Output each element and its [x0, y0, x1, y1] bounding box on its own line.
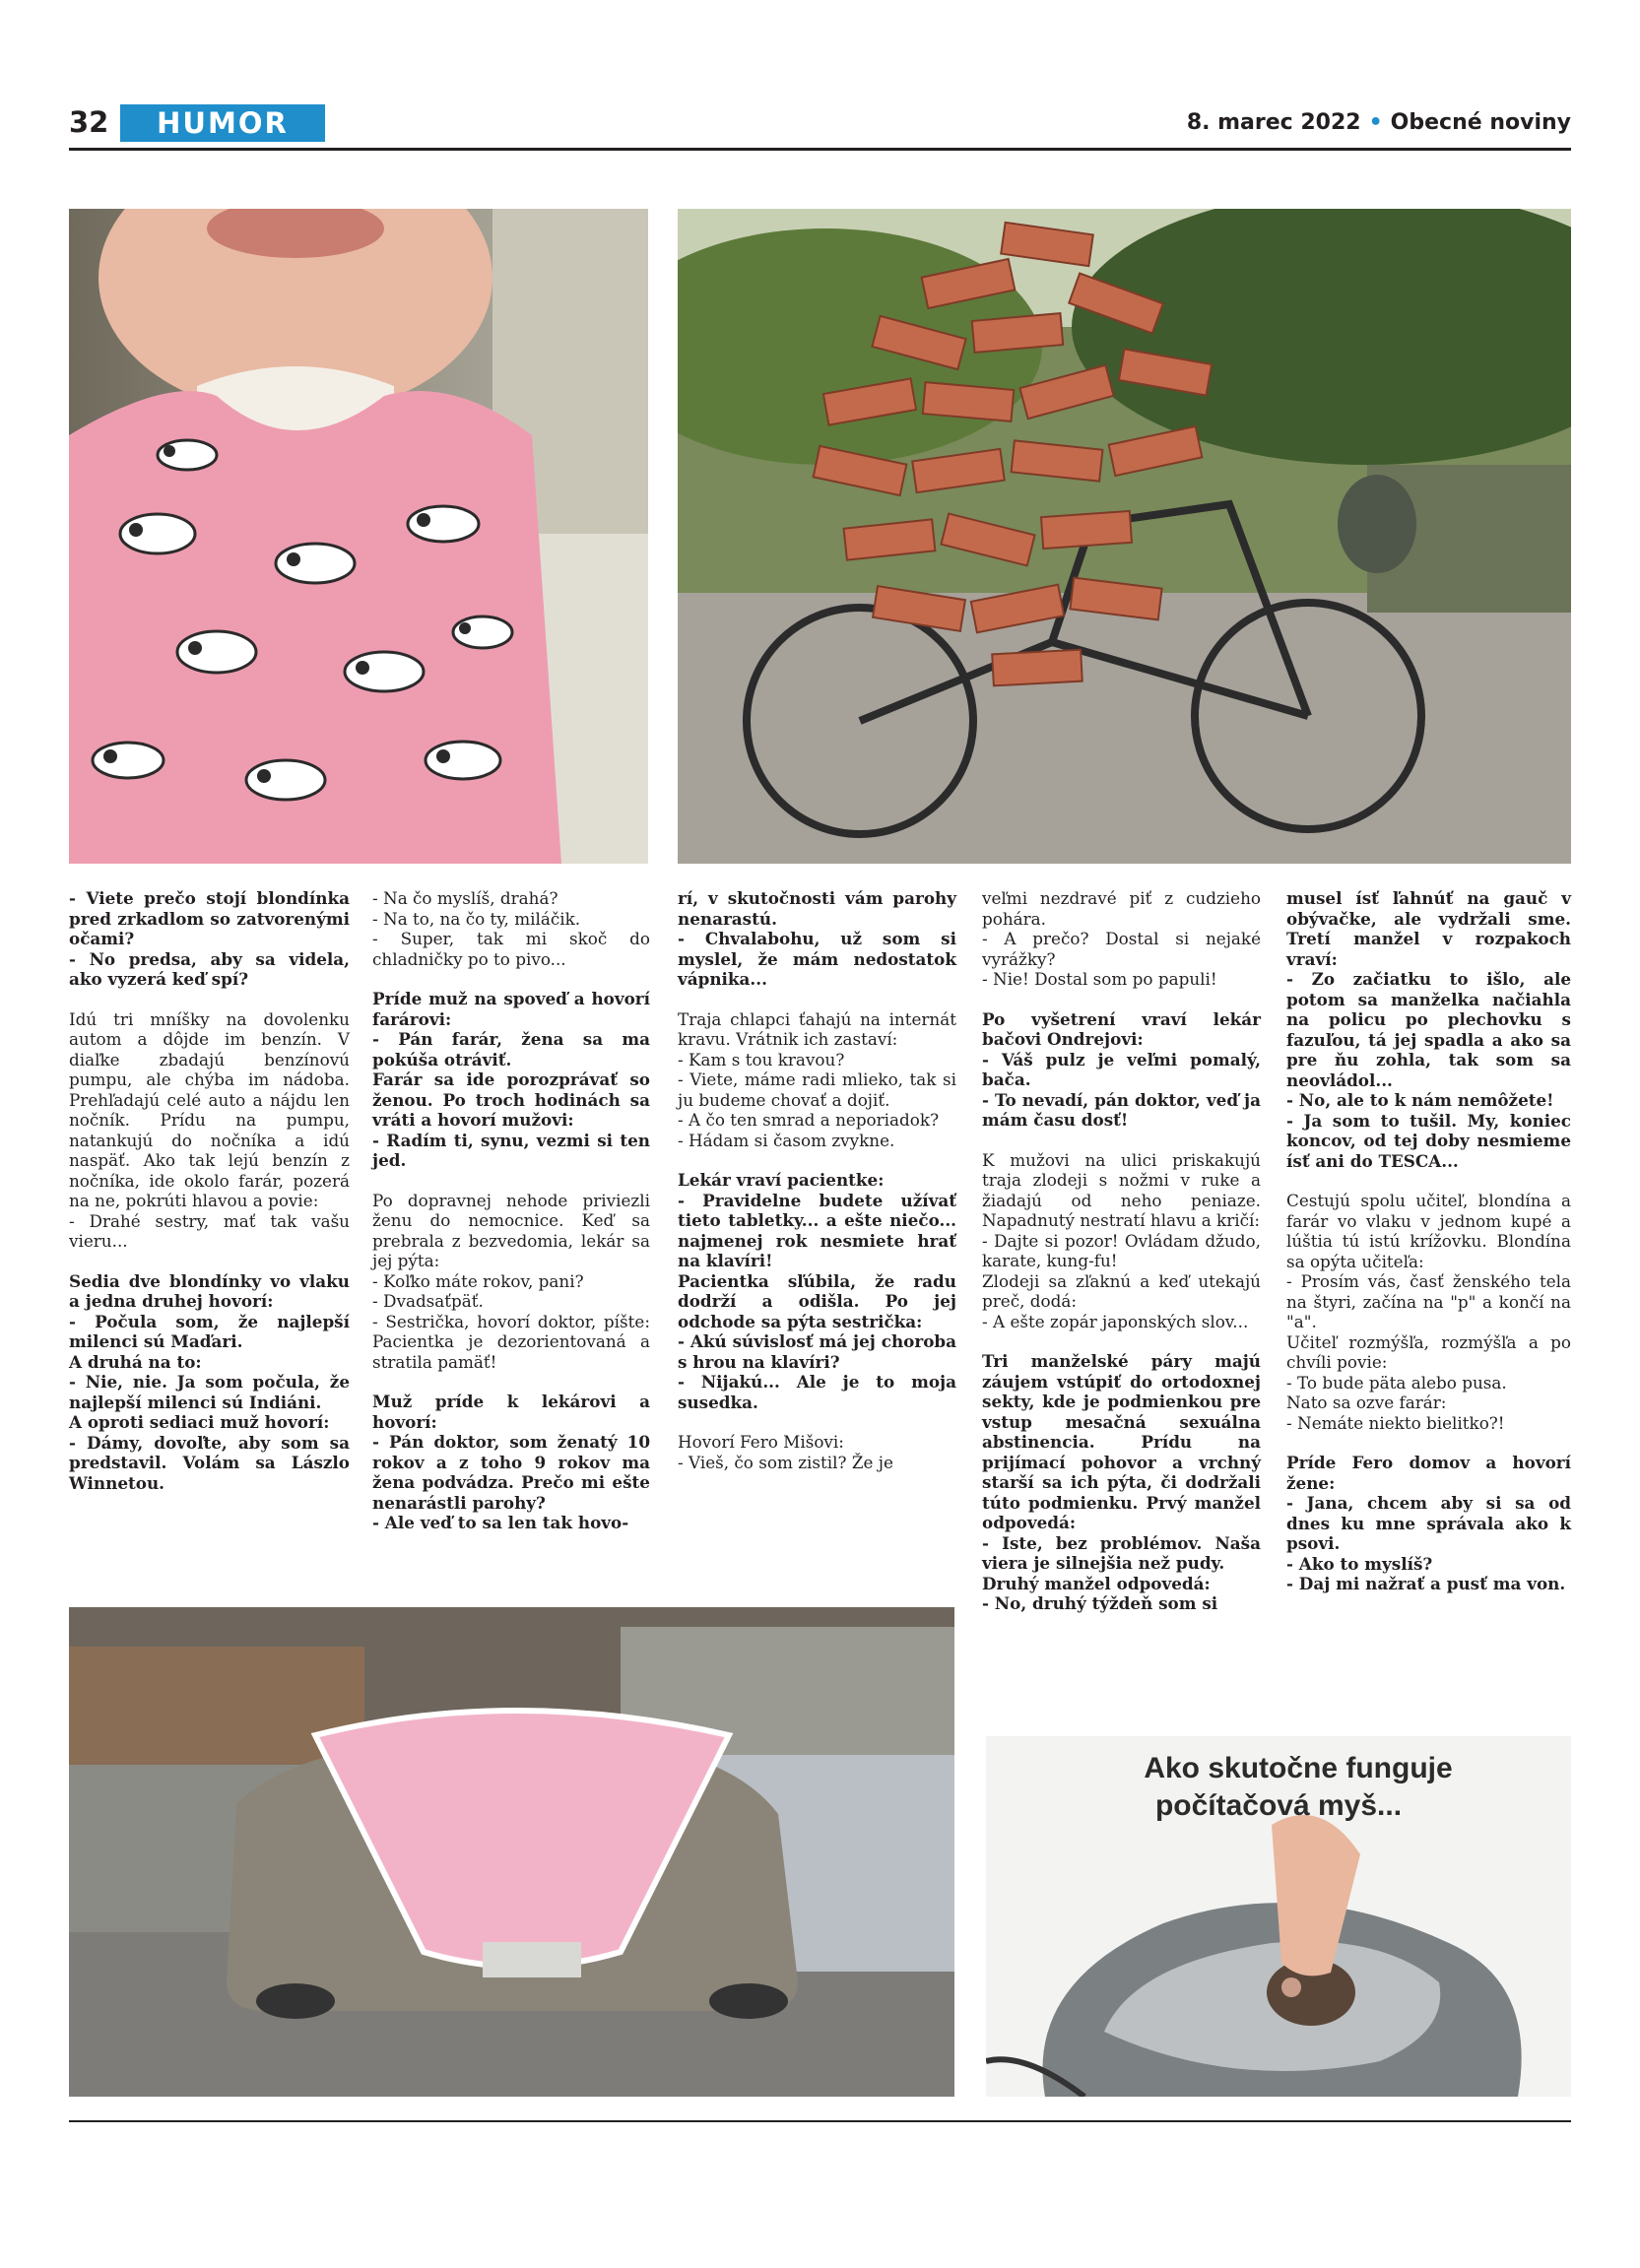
- joke-line: - Viete, máme radi mlieko, tak si ju budeme chovať a dojiť.: [678, 1069, 956, 1110]
- joke-line-bold: - Nie, nie. Ja som počula, že najlepší milenci sú Indiáni.: [69, 1372, 350, 1412]
- header-rule: [69, 148, 1571, 151]
- column-2: [372, 888, 650, 1553]
- joke-line: - Koľko máte rokov, pani?: [372, 1270, 584, 1291]
- joke-line: - To bude päta alebo pusa.: [1286, 1372, 1507, 1393]
- masthead: [1187, 108, 1571, 138]
- joke-paragraph: [372, 1191, 650, 1373]
- joke-line-bold: - Ja som to tušil. My, koniec koncov, od tej doby nesmieme ísť ani do TESCA...: [1286, 1110, 1571, 1171]
- joke-line-bold: - To nevadí, pán doktor, veď ja mám času dosť!: [982, 1089, 1261, 1130]
- joke-line-bold: - Jana, chcem aby si sa od dnes ku mne správala ako k psovi.: [1286, 1493, 1571, 1553]
- joke-line: K mužovi na ulici priskakujú traja zlodeji s nožmi v ruke a žiadajú od neho peniaze. Napadnutý nestratí hlavu a kričí:: [982, 1149, 1261, 1230]
- joke-line-bold: Pacientka sľúbila, že radu dodrží a odišla. Po jej odchode sa pýta sestrička:: [678, 1270, 956, 1331]
- column-5: [1286, 888, 1571, 1614]
- joke-line: - A čo ten smrad a neporiadok?: [678, 1110, 940, 1130]
- joke-line-bold: Muž príde k lekárovi a hovorí:: [372, 1392, 650, 1432]
- joke-line-bold: - No predsa, aby sa videla, ako vyzerá keď spí?: [69, 948, 350, 989]
- joke-line-bold: - Zo začiatku to išlo, ale potom sa manželka načiahla na policu po plechovku s fazuľou, tá jej spadla a ako sa pre ňu zohla, tak som sa neovládol...: [1286, 969, 1571, 1090]
- joke-line-bold: - Radím ti, synu, vezmi si ten jed.: [372, 1130, 650, 1170]
- joke-paragraph: [1286, 1453, 1571, 1594]
- section-tag: HUMOR: [120, 104, 325, 142]
- joke-line-bold: - Chvalabohu, už som si myslel, že mám nedostatok vápnika...: [678, 929, 956, 989]
- joke-line: - Hádam si časom zvykne.: [678, 1130, 895, 1150]
- joke-line-bold: Farár sa ide porozprávať so ženou. Po troch hodinách sa vráti a hovorí mužovi:: [372, 1069, 650, 1130]
- column-1: [69, 888, 350, 1513]
- joke-line-bold: - Váš pulz je veľmi pomalý, bača.: [982, 1049, 1261, 1089]
- joke-paragraph: [372, 1392, 650, 1533]
- joke-line: - Nie! Dostal som po papuli!: [982, 969, 1217, 989]
- mouse-caption-line-1: Ako skutočne funguje: [1144, 1752, 1453, 1784]
- joke-paragraph: [982, 1150, 1261, 1332]
- joke-line: Po dopravnej nehode priviezli ženu do nemocnice. Keď sa prebrala z bezvedomia, lekár sa jej pýta:: [372, 1190, 650, 1270]
- joke-line-bold: - Ako to myslíš?: [1286, 1553, 1433, 1574]
- joke-line: - Drahé sestry, mať tak vašu vieru...: [69, 1210, 350, 1251]
- joke-line: - Nemáte niekto bielitko?!: [1286, 1412, 1505, 1433]
- joke-line-bold: - Daj mi nažrať a pusť ma von.: [1286, 1574, 1566, 1593]
- joke-line-bold: Lekár vraví pacientke:: [678, 1170, 885, 1190]
- joke-line: - Kam s tou kravou?: [678, 1049, 845, 1069]
- joke-paragraph: [678, 888, 956, 990]
- joke-paragraph: [372, 888, 650, 969]
- joke-paragraph: [1286, 888, 1571, 1171]
- joke-line-bold: - Akú súvislosť má jej choroba s hrou na klavíri?: [678, 1331, 956, 1372]
- joke-line: Traja chlapci ťahajú na internát kravu. Vrátnik ich zastaví:: [678, 1008, 956, 1049]
- column-4: [982, 888, 1261, 1634]
- joke-line-bold: Tri manželské páry majú záujem vstúpiť do ortodoxnej sekty, kde je podmienkou pre vstup mesačná sexuálna abstinencia. Prídu na prijímací pohovor a vrchný starší sa ich pýta, či dodržali túto podmienku. Prvý manžel odpovedá:: [982, 1351, 1261, 1532]
- joke-line-bold: - Nijakú... Ale je to moja susedka.: [678, 1372, 956, 1412]
- joke-line: Hovorí Fero Mišovi:: [678, 1432, 844, 1452]
- joke-paragraph: [982, 888, 1261, 990]
- joke-line: Nato sa ozve farár:: [1286, 1393, 1447, 1412]
- joke-line: - Super, tak mi skoč do chladničky po to pivo...: [372, 929, 650, 969]
- page-number: 32: [69, 105, 109, 139]
- joke-line: - Vieš, čo som zistil? Že je: [678, 1452, 893, 1472]
- joke-line-bold: Po vyšetrení vraví lekár bačovi Ondrejovi:: [982, 1008, 1261, 1049]
- joke-line-bold: Sedia dve blondínky vo vlaku a jedna druhej hovorí:: [69, 1270, 350, 1311]
- joke-paragraph: [678, 1009, 956, 1151]
- bricks-bicycle-photo: [678, 209, 1571, 864]
- joke-line: - Dvadsaťpäť.: [372, 1291, 484, 1311]
- joke-line-bold: Druhý manžel odpovedá:: [982, 1573, 1211, 1593]
- joke-paragraph: [982, 1351, 1261, 1614]
- separator-dot: •: [1368, 110, 1383, 135]
- joke-line: - Dajte si pozor! Ovládam džudo, karate, kung-fu!: [982, 1230, 1261, 1270]
- joke-paragraph: [69, 1009, 350, 1252]
- mouse-caption: [986, 1750, 1571, 1825]
- mouse-caption-line-2: počítačová myš...: [1154, 1789, 1403, 1822]
- joke-line: Idú tri mníšky na dovolenku autom a dôjde im benzín. V diaľke zbadajú benzínovú pumpu, ale chýba im nádoba. Prehľadajú celé auto a nájdu len nočník. Prídu na pumpu, natankujú do nočníka a idú naspäť. Ako tak lejú benzín z nočníka, ide okolo farár, pozerá na ne, pokrúti hlavou a povie:: [69, 1008, 350, 1210]
- mouse-photo: [986, 1736, 1571, 2097]
- footer-rule: [69, 2120, 1571, 2122]
- joke-line-bold: Príde Fero domov a hovorí žene:: [1286, 1453, 1571, 1493]
- joke-line: Učiteľ rozmýšľa, rozmýšľa a po chvíli povie:: [1286, 1331, 1571, 1372]
- child-sweater-illustration: [69, 209, 648, 864]
- joke-paragraph: [678, 1170, 956, 1412]
- joke-line: - Sestrička, hovorí doktor, píšte: Pacientka je dezorientovaná a stratila pamäť!: [372, 1311, 650, 1372]
- joke-line-bold: musel ísť ľahnúť na gauč v obývačke, ale vydržali sme. Tretí manžel v rozpakoch vraví:: [1286, 888, 1571, 969]
- page-header: [69, 104, 1571, 146]
- issue-date: 8. marec 2022: [1186, 110, 1361, 135]
- joke-line-bold: - Pravidelne budete užívať tieto tabletky... a ešte niečo... najmenej rok nesmiete hrať na klavíri!: [678, 1190, 956, 1270]
- joke-line-bold: A oproti sediaci muž hovorí:: [69, 1412, 330, 1432]
- joke-line-bold: rí, v skutočnosti vám parohy nenarastú.: [678, 888, 956, 929]
- car-underwear-photo: [69, 1607, 954, 2097]
- joke-paragraph: [69, 1271, 350, 1494]
- joke-line-bold: A druhá na to:: [69, 1351, 202, 1372]
- joke-line: Zlodeji sa zľaknú a keď utekajú preč, dodá:: [982, 1270, 1261, 1311]
- joke-line-bold: - Iste, bez problémov. Naša viera je silnejšia než pudy.: [982, 1532, 1261, 1573]
- joke-line: Cestujú spolu učiteľ, blondína a farár vo vlaku v jednom kupé a lúštia tú istú krížovku. Blondína sa opýta učiteľa:: [1286, 1191, 1571, 1271]
- joke-line: - Na to, na čo ty, miláčik.: [372, 908, 581, 929]
- joke-line: - A ešte zopár japonských slov...: [982, 1311, 1249, 1331]
- joke-line-bold: Príde muž na spoveď a hovorí farárovi:: [372, 989, 650, 1029]
- column-3: [678, 888, 956, 1492]
- joke-line-bold: - Pán doktor, som ženatý 10 rokov a z toho 9 rokov ma žena podvádza. Prečo mi ešte nenarástli parohy?: [372, 1432, 650, 1513]
- joke-line-bold: - Počula som, že najlepší milenci sú Maďari.: [69, 1311, 350, 1351]
- joke-paragraph: [982, 1009, 1261, 1131]
- joke-line-bold: - No, ale to k nám nemôžete!: [1286, 1090, 1554, 1110]
- joke-paragraph: [1286, 1191, 1571, 1433]
- joke-line: - Na čo myslíš, drahá?: [372, 888, 558, 908]
- publication-name: Obecné noviny: [1390, 110, 1571, 135]
- joke-line: veľmi nezdravé piť z cudzieho pohára.: [982, 888, 1261, 929]
- joke-line: - A prečo? Dostal si nejaké vyrážky?: [982, 929, 1261, 969]
- joke-line-bold: - No, druhý týždeň som si: [982, 1593, 1218, 1613]
- child-sweater-photo: [69, 209, 648, 864]
- joke-paragraph: [372, 989, 650, 1171]
- joke-line: - Prosím vás, časť ženského tela na štyri, začína na "p" a končí na "a".: [1286, 1271, 1571, 1331]
- joke-line-bold: - Ale veď to sa len tak hovo-: [372, 1513, 629, 1532]
- joke-paragraph: [678, 1432, 956, 1472]
- joke-line-bold: - Dámy, dovoľte, aby som sa predstavil. Volám sa Lászlo Winnetou.: [69, 1432, 350, 1493]
- joke-line-bold: - Viete prečo stojí blondínka pred zrkadlom so zatvorenými očami?: [69, 888, 350, 948]
- joke-line-bold: - Pán farár, žena sa ma pokúša otráviť.: [372, 1029, 650, 1069]
- joke-paragraph: [69, 888, 350, 990]
- car-underwear-illustration: [69, 1607, 954, 2097]
- bricks-bicycle-illustration: [678, 209, 1571, 864]
